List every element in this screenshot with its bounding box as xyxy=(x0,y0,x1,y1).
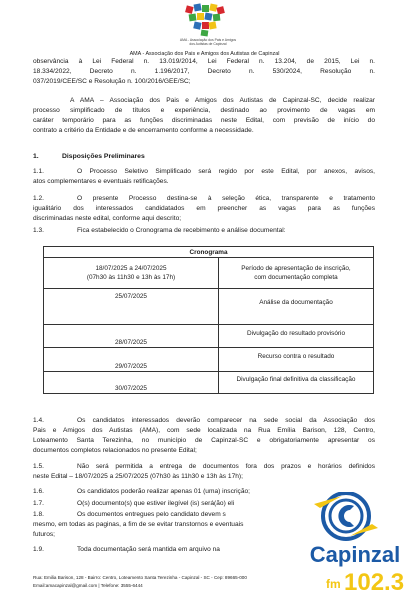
desc-cell: Divulgação do resultado provisório xyxy=(219,325,374,348)
item-number: 1.8. xyxy=(33,511,44,518)
intro-line: contrato a critério da Entidade e de encerramento conforme a necessidade. xyxy=(33,127,254,134)
table-row xyxy=(44,372,374,394)
radio-fm: fm xyxy=(326,577,341,591)
item-text: atos complementares e eventuais retificações. xyxy=(33,178,169,185)
section-number: 1. xyxy=(33,153,39,160)
intro-line: A AMA – Associação dos Pais e Amigos dos Autistas de Capinzal-SC, decide realizar xyxy=(70,97,375,104)
desc-cell xyxy=(219,258,374,289)
table-row xyxy=(44,325,374,348)
item-text: documentos completos relacionados no presente Edital; xyxy=(33,447,197,454)
item-text: discriminadas neste edital, conforme aqui descrito; xyxy=(33,215,182,222)
item-text: neste Edital – 18/07/2025 a 25/07/2025 (07h30 às 11h30 e 13h às 17h); xyxy=(33,473,243,480)
date-cell xyxy=(44,258,219,289)
date-cell: 30/07/2025 xyxy=(44,372,219,394)
item-text: Os candidatos interessados deverão comparecer na sede social da Associação dos xyxy=(77,417,375,424)
item-text: Loteamento Santa Terezinha, no município de Capinzal-SC e obrigatoriamente apresentar os xyxy=(33,437,375,444)
date-cell: 29/07/2025 xyxy=(44,348,219,372)
desc-cell: Análise da documentação xyxy=(219,289,374,325)
intro-line: processo simplificado de títulos e experiência, destinado ao provimento de vagas em xyxy=(33,107,375,114)
item-text: igualitário dos interessados candidatados em preencher as vagas para as funções xyxy=(33,205,375,212)
radio-frequency: 102.3 xyxy=(344,569,405,596)
item-number: 1.1. xyxy=(33,168,44,175)
ama-logo xyxy=(176,2,234,38)
item-number: 1.7. xyxy=(33,500,44,507)
footer-contact: Email:amacapinzal@gmail.com | Telefone: 3555-6444 xyxy=(33,583,143,588)
item-number: 1.4. xyxy=(33,417,44,424)
table-row xyxy=(44,289,374,325)
logo-caption xyxy=(168,38,248,46)
item-text: Os documentos entregues pelo candidato devem s xyxy=(77,511,226,518)
desc-cell: Recurso contra o resultado xyxy=(219,348,374,372)
item-number: 1.5. xyxy=(33,463,44,470)
time-text: (07h30 às 11h30 e 13h às 17h) xyxy=(86,274,176,281)
item-text: O(s) documento(s) que estiver ilegível (is) será(ão) eli xyxy=(77,500,235,507)
item-number: 1.6. xyxy=(33,488,44,495)
cronograma-table xyxy=(43,246,374,394)
radio-name: Capinzal xyxy=(309,542,401,567)
table-row xyxy=(44,258,374,289)
cronograma-title: Cronograma xyxy=(44,247,374,258)
desc-cell: Divulgação final definitiva da classificação xyxy=(219,372,374,394)
intro-line: observância à Lei Federal n. 13.019/2014, Lei Federal n. 13.204, de 2015, Lei n. xyxy=(33,58,375,65)
footer-address: Rua: Emilia Barison, 128 - Bairro: Centro, Loteamento Santa Terezinha - Capinzal - SC - Cep: 89665-000 xyxy=(33,575,247,580)
date-text: 18/07/2025 a 24/07/2025 xyxy=(95,265,167,272)
item-text: O Processo Seletivo Simplificado será regido por este Edital, por anexos, avisos, xyxy=(77,168,375,175)
intro-line: caráter temporário para as funções discriminadas neste Edital, com previsão de início do xyxy=(33,117,375,124)
date-cell: 28/07/2025 xyxy=(44,325,219,348)
item-text: futuros; xyxy=(33,531,55,538)
document-header: AMA - Associação dos Pais e Amigos dos Autistas de Capinzal xyxy=(129,51,280,57)
item-text: Os candidatos poderão realizar apenas 01 (uma) inscrição; xyxy=(77,488,250,495)
radio-capinzal-logo xyxy=(302,492,408,598)
desc-text: com documentação completa xyxy=(254,274,338,281)
item-number: 1.9. xyxy=(33,546,44,553)
item-text: Não será permitida a entrega de documentos fora dos prazos e horários definidos xyxy=(77,463,375,470)
date-cell: 25/07/2025 xyxy=(44,289,219,325)
item-text: Fica estabelecido o Cronograma de recebimento e análise documental: xyxy=(77,227,286,234)
logo-caption-line: dos Autistas de Capinzal xyxy=(189,42,227,46)
desc-text: Período de apresentação de inscrição, xyxy=(241,265,351,272)
table-row xyxy=(44,348,374,372)
item-text: Pais e Amigos dos Autistas (AMA), com sede localizada na Rua Emília Barison, 128, Centro, xyxy=(33,427,375,434)
section-title: Disposições Preliminares xyxy=(62,153,145,160)
intro-line: 18.334/2022, Decreto n. 1.196/2017, Decreto n. 530/2024, Resolução n. xyxy=(33,68,375,75)
intro-line: 037/2019/CEE/SC e Resolução n. 100/2016/GEE/SC; xyxy=(33,78,191,85)
item-text: O presente Processo destina-se à seleção ética, transparente e tratamento xyxy=(77,195,375,202)
item-text: Toda documentação será mantida em arquivo na xyxy=(77,546,220,553)
item-number: 1.3. xyxy=(33,227,44,234)
item-text: mesmo, em todas as paginas, a fim de se evitar transtornos e eventuais xyxy=(33,521,244,528)
item-number: 1.2. xyxy=(33,195,44,202)
logo-caption-line: AMA - Associação dos Pais e Amigos xyxy=(179,38,237,42)
